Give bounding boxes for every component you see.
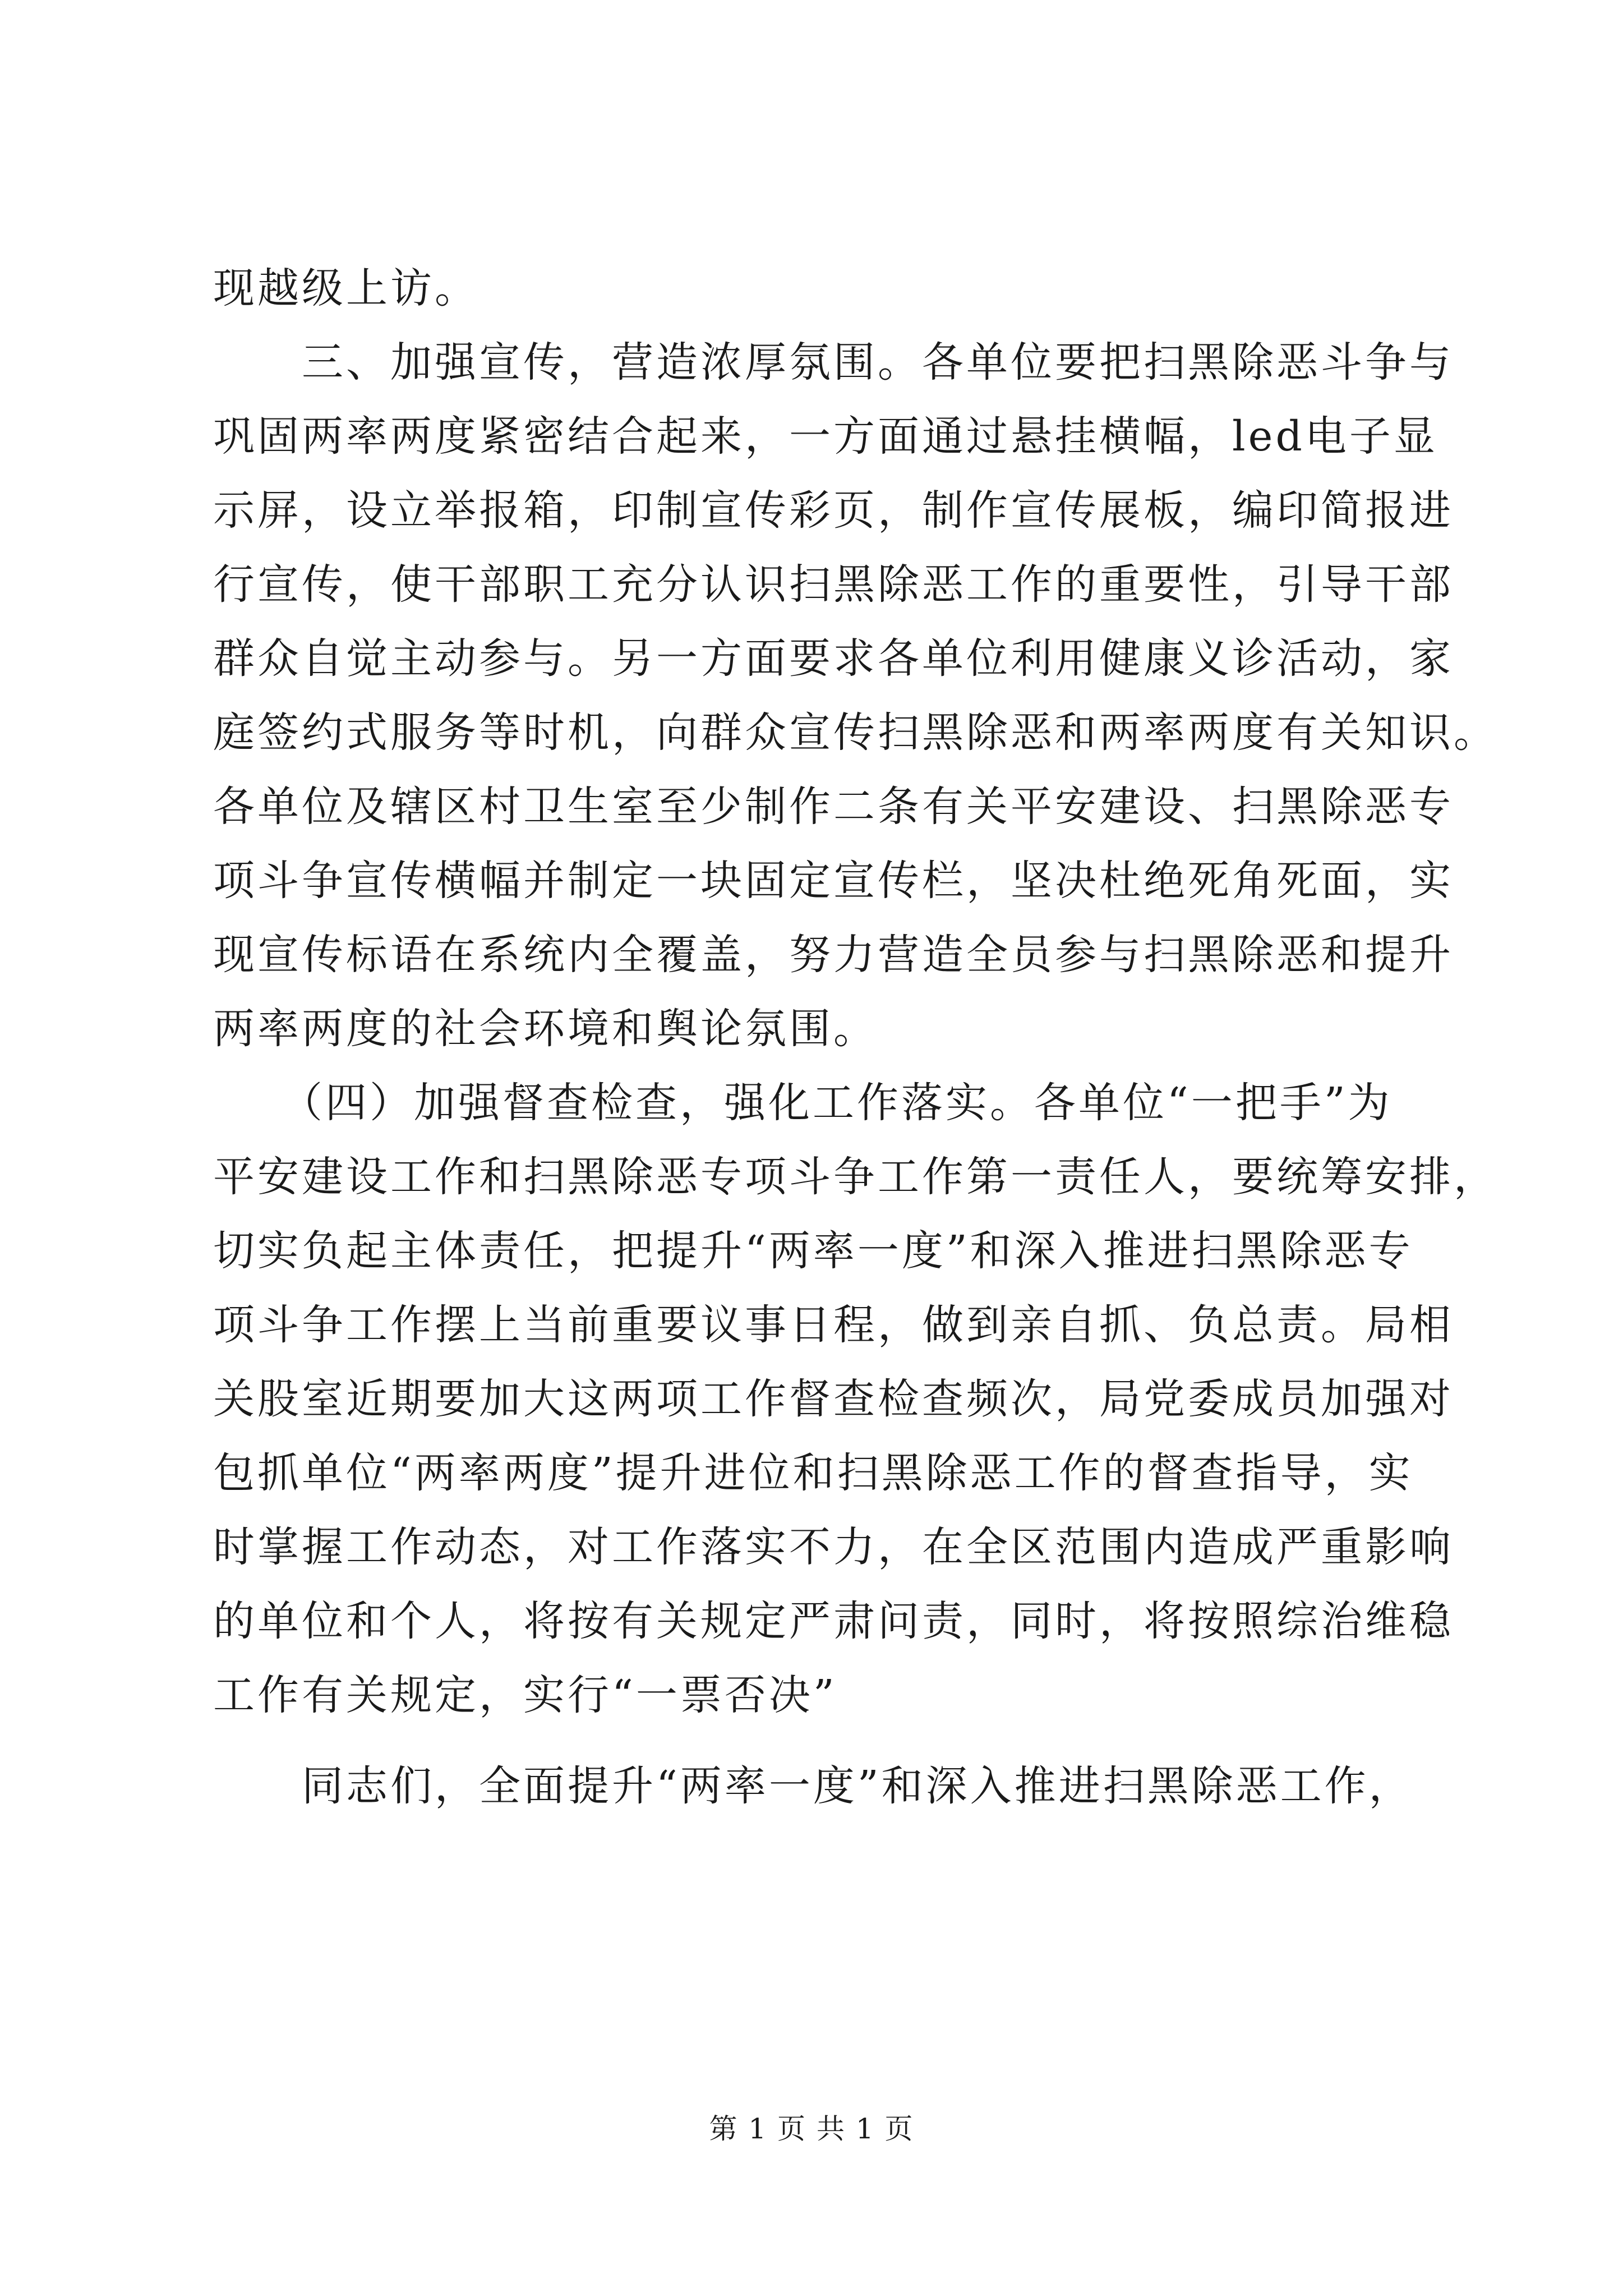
text-line: 工作有关规定，实行“一票否决” [213, 1671, 837, 1719]
section-heading-line: 三、加强宣传，营造浓厚氛围。各单位要把扫黑除恶斗争与 [213, 338, 1454, 386]
text-line: 群众自觉主动参与。另一方面要求各单位利用健康义诊活动，家 [213, 634, 1454, 683]
text-line: 两率两度的社会环境和舆论氛围。 [213, 1005, 878, 1053]
text-line: 平安建设工作和扫黑除恶专项斗争工作第一责任人，要统筹安排， [213, 1153, 1498, 1201]
text-line: 行宣传，使干部职工充分认识扫黑除恶工作的重要性，引导干部 [213, 560, 1454, 609]
text-line: 庭签约式服务等时机，向群众宣传扫黑除恶和两率两度有关知识。 [213, 708, 1498, 757]
text-line: 示屏，设立举报箱，印制宣传彩页，制作宣传展板，编印简报进 [213, 486, 1454, 535]
section-heading-line: （四）加强督查检查，强化工作落实。各单位“一把手”为 [213, 1079, 1393, 1127]
document-body [213, 251, 1498, 1823]
text-line: 各单位及辖区村卫生室至少制作二条有关平安建设、扫黑除恶专 [213, 783, 1454, 831]
text-line: 现宣传标语在系统内全覆盖，努力营造全员参与扫黑除恶和提升 [213, 931, 1454, 979]
text-line: 切实负起主体责任，把提升“两率一度”和深入推进扫黑除恶专 [213, 1227, 1413, 1275]
paragraph-start-line: 同志们，全面提升“两率一度”和深入推进扫黑除恶工作， [213, 1762, 1413, 1810]
text-line: 现越级上访。 [213, 264, 479, 312]
text-line: 关股室近期要加大这两项工作督查检查频次，局党委成员加强对 [213, 1375, 1454, 1423]
page-number-footer: 第 1 页 共 1 页 [709, 2113, 914, 2145]
text-line: 巩固两率两度紧密结合起来，一方面通过悬挂横幅，led电子显 [213, 412, 1438, 461]
text-line: 包抓单位“两率两度”提升进位和扫黑除恶工作的督查指导，实 [213, 1449, 1413, 1497]
text-line: 的单位和个人，将按有关规定严肃问责，同时，将按照综治维稳 [213, 1597, 1454, 1645]
text-line: 项斗争宣传横幅并制定一块固定宣传栏，坚决杜绝死角死面，实 [213, 857, 1454, 905]
text-line: 时掌握工作动态，对工作落实不力，在全区范围内造成严重影响 [213, 1523, 1454, 1571]
text-line: 项斗争工作摆上当前重要议事日程，做到亲自抓、负总责。局相 [213, 1301, 1454, 1349]
